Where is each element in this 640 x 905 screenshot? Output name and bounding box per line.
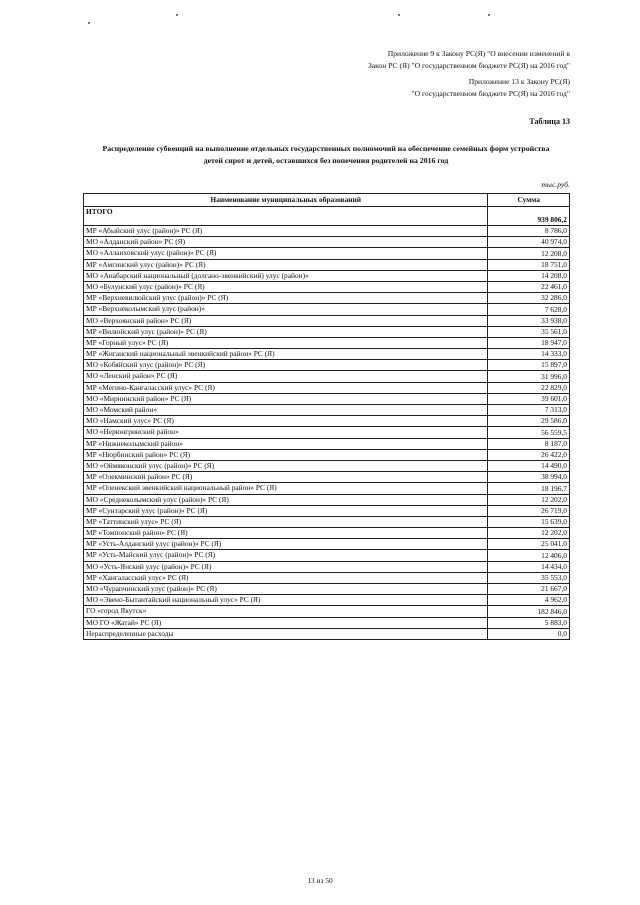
municipality-name: МО «Момский район» bbox=[84, 405, 488, 416]
table-row bbox=[84, 405, 570, 416]
table-row bbox=[84, 561, 570, 572]
municipality-name: МО «Оймяконский улус (район)» РС (Я) bbox=[84, 460, 488, 471]
municipality-sum: 12 208,0 bbox=[488, 248, 570, 259]
municipality-sum: 12 202,0 bbox=[488, 494, 570, 505]
municipality-sum: 39 601,0 bbox=[488, 393, 570, 404]
table-row bbox=[84, 472, 570, 483]
municipality-sum: 0,0 bbox=[488, 628, 570, 639]
municipality-sum: 38 994,0 bbox=[488, 472, 570, 483]
municipality-sum: 8 187,0 bbox=[488, 438, 570, 449]
municipality-sum: 4 962,0 bbox=[488, 595, 570, 606]
municipality-sum: 7 313,0 bbox=[488, 405, 570, 416]
municipality-sum: 18 751,0 bbox=[488, 259, 570, 270]
municipality-name: МР «Олекминский район» РС (Я) bbox=[84, 472, 488, 483]
municipality-sum: 26 719,0 bbox=[488, 505, 570, 516]
municipality-sum: 40 974,0 bbox=[488, 237, 570, 248]
annex-line: "О государственном бюджете РС(Я) на 2016 год" bbox=[411, 89, 570, 98]
table-row bbox=[84, 304, 570, 315]
annex-amendment-note bbox=[368, 48, 570, 72]
municipality-name: МР «Амгинский улус (район)» РС (Я) bbox=[84, 259, 488, 270]
table-row bbox=[84, 259, 570, 270]
municipality-sum: 35 553,0 bbox=[488, 572, 570, 583]
municipality-sum: 7 628,0 bbox=[488, 304, 570, 315]
table-row bbox=[84, 371, 570, 382]
table-row bbox=[84, 360, 570, 371]
table-row bbox=[84, 237, 570, 248]
municipality-sum: 35 561,0 bbox=[488, 326, 570, 337]
municipality-sum: 14 208,0 bbox=[488, 270, 570, 281]
municipality-name: МР «Жиганский национальный эвенкийский район» РС (Я) bbox=[84, 349, 488, 360]
table-row bbox=[84, 595, 570, 606]
table-row bbox=[84, 505, 570, 516]
table-row bbox=[84, 416, 570, 427]
municipality-sum: 26 422,0 bbox=[488, 449, 570, 460]
annex-line: Приложение 9 к Закону РС(Я) "О внесении изменений в bbox=[387, 49, 570, 58]
header-name: Наименование муниципальных образований bbox=[84, 194, 488, 207]
municipality-sum: 182 846,0 bbox=[488, 606, 570, 617]
table-row bbox=[84, 293, 570, 304]
table-row bbox=[84, 460, 570, 471]
table-row bbox=[84, 617, 570, 628]
municipality-name: МР «Горный улус» РС (Я) bbox=[84, 337, 488, 348]
municipality-sum: 18 947,0 bbox=[488, 337, 570, 348]
municipality-name: МО «Намский улус» РС (Я) bbox=[84, 416, 488, 427]
table-row bbox=[84, 315, 570, 326]
table-row bbox=[84, 539, 570, 550]
municipality-name: МР «Хангаласский улус» РС (Я) bbox=[84, 572, 488, 583]
municipality-name: ГО «город Якутск» bbox=[84, 606, 488, 617]
table-row bbox=[84, 281, 570, 292]
municipality-name: МО «Алданский район» РС (Я) bbox=[84, 237, 488, 248]
municipality-sum: 15 897,0 bbox=[488, 360, 570, 371]
municipality-name: МО «Булунский улус (район)» РС (Я) bbox=[84, 281, 488, 292]
municipality-name: МО «Чурапчинский улус (район)» РС (Я) bbox=[84, 584, 488, 595]
municipality-sum: 22 461,0 bbox=[488, 281, 570, 292]
municipality-name: МО «Ленский район» РС (Я) bbox=[84, 371, 488, 382]
total-row bbox=[84, 207, 570, 226]
municipality-name: МР «Томпонский район» РС (Я) bbox=[84, 528, 488, 539]
table-row bbox=[84, 326, 570, 337]
municipality-sum: 14 434,0 bbox=[488, 561, 570, 572]
annex-line: Закон РС (Я) "О государственном бюджете РС(Я) на 2016 год" bbox=[367, 61, 570, 70]
municipality-sum: 56 559,5 bbox=[488, 427, 570, 438]
table-row bbox=[84, 494, 570, 505]
table-row bbox=[84, 427, 570, 438]
table-number: Таблица 13 bbox=[529, 117, 570, 126]
table-row bbox=[84, 606, 570, 617]
scan-speck bbox=[398, 14, 400, 16]
municipality-name: МР «Абыйский улус (район)» РС (Я) bbox=[84, 226, 488, 237]
municipality-name: МО «Верхоянский район» РС (Я) bbox=[84, 315, 488, 326]
municipality-name: МР «Нюрбинский район» РС (Я) bbox=[84, 449, 488, 460]
municipality-sum: 14 490,0 bbox=[488, 460, 570, 471]
municipality-name: МО ГО «Жатай» РС (Я) bbox=[84, 617, 488, 628]
title-line: Распределение субвенций на выполнение отдельных государственных полномочий на обеспечение семейных форм устройства bbox=[102, 144, 550, 153]
municipality-name: МР «Усть-Майский улус (район)» РС (Я) bbox=[84, 550, 488, 561]
municipality-name: МР «Нижнеколымский район» bbox=[84, 438, 488, 449]
municipality-name: МО «Нерюнгринский район» bbox=[84, 427, 488, 438]
table-row bbox=[84, 248, 570, 259]
table-row bbox=[84, 393, 570, 404]
header-sum: Сумма bbox=[488, 194, 570, 207]
table-row bbox=[84, 349, 570, 360]
table-row bbox=[84, 528, 570, 539]
municipality-name: МО «Среднеколымский улус (район)» РС (Я) bbox=[84, 494, 488, 505]
municipality-name: МР «Верхнеколымский улус (район)» bbox=[84, 304, 488, 315]
header-row bbox=[84, 194, 570, 207]
municipality-sum: 32 286,0 bbox=[488, 293, 570, 304]
municipality-name: МР «Верхневилюйский улус (район)» РС (Я) bbox=[84, 293, 488, 304]
subsidy-table bbox=[83, 193, 570, 640]
municipality-name: МР «Сунтарский улус (район)» РС (Я) bbox=[84, 505, 488, 516]
unit-label: тыс.руб. bbox=[541, 180, 570, 189]
table-row bbox=[84, 270, 570, 281]
municipality-name: МО «Анабарский национальный (долгано-эвенкийский) улус (район)» bbox=[84, 270, 488, 281]
municipality-name: Нераспределенные расходы bbox=[84, 628, 488, 639]
annex-law-note bbox=[411, 76, 570, 100]
total-label: ИТОГО bbox=[84, 207, 488, 226]
municipality-name: МР «Мегино-Кангаласский улус» РС (Я) bbox=[84, 382, 488, 393]
municipality-sum: 31 996,0 bbox=[488, 371, 570, 382]
table-row bbox=[84, 382, 570, 393]
table-row bbox=[84, 226, 570, 237]
municipality-sum: 15 639,0 bbox=[488, 516, 570, 527]
table-row bbox=[84, 337, 570, 348]
municipality-sum: 21 667,0 bbox=[488, 584, 570, 595]
municipality-name: МР «Усть-Алданский улус (район)» РС (Я) bbox=[84, 539, 488, 550]
municipality-name: МО «Кобяйский улус (район)» РС (Я) bbox=[84, 360, 488, 371]
table-row bbox=[84, 572, 570, 583]
title-line: детей сирот и детей, оставшихся без попечения родителей на 2016 год bbox=[203, 156, 449, 165]
municipality-name: МО «Эвено-Бытантайский национальный улус» РС (Я) bbox=[84, 595, 488, 606]
municipality-sum: 12 202,0 bbox=[488, 528, 570, 539]
municipality-sum: 8 786,0 bbox=[488, 226, 570, 237]
municipality-name: МР «Оленекский эвенкийский национальный район» РС (Я) bbox=[84, 483, 488, 494]
document-title bbox=[80, 143, 572, 167]
page-number: 13 из 50 bbox=[307, 876, 333, 885]
table-row bbox=[84, 483, 570, 494]
municipality-sum: 25 041,0 bbox=[488, 539, 570, 550]
scan-speck bbox=[88, 22, 90, 24]
table-row bbox=[84, 438, 570, 449]
table-row bbox=[84, 550, 570, 561]
municipality-name: МР «Вилюйский улус (район)» РС (Я) bbox=[84, 326, 488, 337]
municipality-sum: 5 883,0 bbox=[488, 617, 570, 628]
table-row bbox=[84, 516, 570, 527]
scan-speck bbox=[488, 14, 490, 16]
municipality-sum: 33 938,0 bbox=[488, 315, 570, 326]
table-row bbox=[84, 449, 570, 460]
municipality-name: МО «Аллаиховский улус (район)» РС (Я) bbox=[84, 248, 488, 259]
municipality-name: МР «Таттинский улус» РС (Я) bbox=[84, 516, 488, 527]
table-row bbox=[84, 628, 570, 639]
municipality-sum: 22 829,0 bbox=[488, 382, 570, 393]
annex-line: Приложение 13 к Закону РС(Я) bbox=[468, 77, 570, 86]
municipality-sum: 29 586,0 bbox=[488, 416, 570, 427]
municipality-sum: 18 196,7 bbox=[488, 483, 570, 494]
scan-speck bbox=[176, 14, 178, 16]
total-sum: 939 806,2 bbox=[488, 207, 570, 226]
municipality-sum: 14 333,0 bbox=[488, 349, 570, 360]
table-row bbox=[84, 584, 570, 595]
municipality-name: МО «Усть-Янский улус (район)» РС (Я) bbox=[84, 561, 488, 572]
municipality-name: МО «Мирнинский район» РС (Я) bbox=[84, 393, 488, 404]
municipality-sum: 12 406,0 bbox=[488, 550, 570, 561]
